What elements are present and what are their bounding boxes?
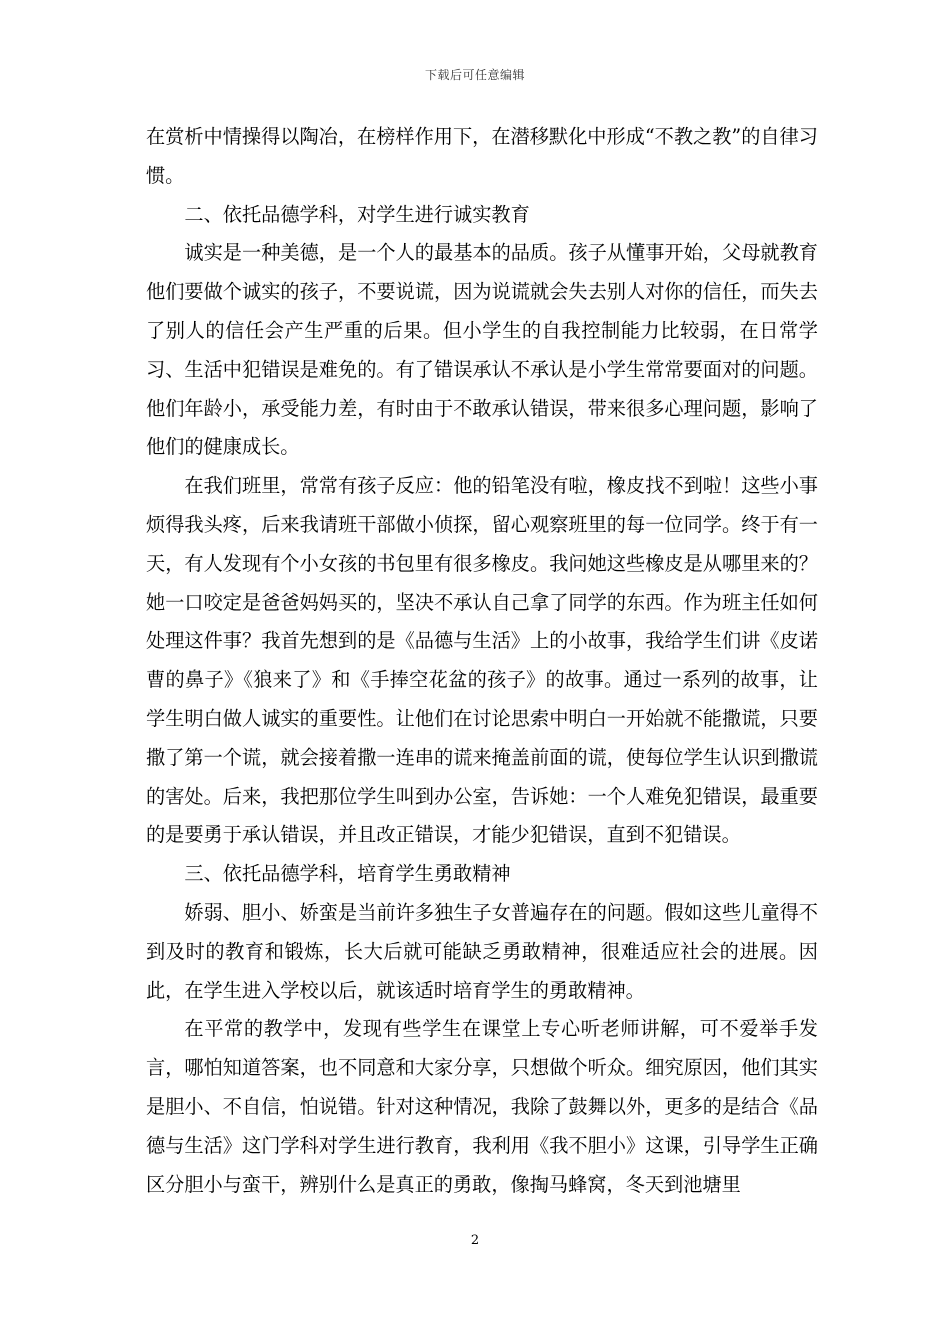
paragraph-honesty-story: 在我们班里，常常有孩子反应：他的铅笔没有啦，橡皮找不到啦！这些小事烦得我头疼，后来我请班干部做小侦探，留心观察班里的每一位同学。终于有一天，有人发现有个小女孩的书包里有很多橡皮。我问她这些橡皮是从哪里来的？她一口咬定是爸爸妈妈买的，坚决不承认自己拿了同学的东西。作为班主任如何处理这件事？我首先想到的是《品德与生活》上的小故事，我给学生们讲《皮诺曹的鼻子》《狼来了》和《手捧空花盆的孩子》的故事。通过一系列的故事，让学生明白做人诚实的重要性。让他们在讨论思索中明白一开始就不能撒谎，只要撒了第一个谎，就会接着撒一连串的谎来掩盖前面的谎，使每位学生认识到撒谎的害处。后来，我把那位学生叫到办公室，告诉她：一个人难免犯错误，最重要的是要勇于承认错误，并且改正错误，才能少犯错误，直到不犯错误。: [146, 474, 818, 847]
document-body: [146, 118, 818, 1204]
section-heading-honesty: 二、依托品德学科，对学生进行诚实教育: [184, 202, 530, 226]
header-note: 下载后可任意编辑: [424, 68, 525, 82]
paragraph-courage-teaching: 在平常的教学中，发现有些学生在课堂上专心听老师讲解，可不爱举手发言，哪怕知道答案，也不同意和大家分享，只想做个听众。细究原因，他们其实是胆小、不自信，怕说错。针对这种情况，我除了鼓舞以外，更多的是结合《品德与生活》这门学科对学生进行教育，我利用《我不胆小》这课，引导学生正确区分胆小与蛮干，辨别什么是真正的勇敢，像掏马蜂窝，冬天到池塘里: [146, 1017, 818, 1196]
page-number: 2: [470, 1233, 480, 1248]
section-heading-courage: 三、依托品德学科，培育学生勇敢精神: [184, 862, 511, 886]
paragraph-continuation: 在赏析中情操得以陶冶，在榜样作用下，在潜移默化中形成“不教之教”的自律习惯。: [146, 125, 818, 187]
paragraph-honesty-intro: 诚实是一种美德，是一个人的最基本的品质。孩子从懂事开始，父母就教育他们要做个诚实的孩子，不要说谎，因为说谎就会失去别人对你的信任，而失去了别人的信任会产生严重的后果。但小学生的自我控制能力比较弱，在日常学习、生活中犯错误是难免的。有了错误承认不承认是小学生常常要面对的问题。他们年龄小，承受能力差，有时由于不敢承认错误，带来很多心理问题，影响了他们的健康成长。: [146, 241, 818, 459]
paragraph-courage-intro: 娇弱、胆小、娇蛮是当前许多独生子女普遍存在的问题。假如这些儿童得不到及时的教育和锻炼，长大后就可能缺乏勇敢精神，很难适应社会的进展。因此，在学生进入学校以后，就该适时培育学生的勇敢精神。: [146, 900, 818, 1002]
